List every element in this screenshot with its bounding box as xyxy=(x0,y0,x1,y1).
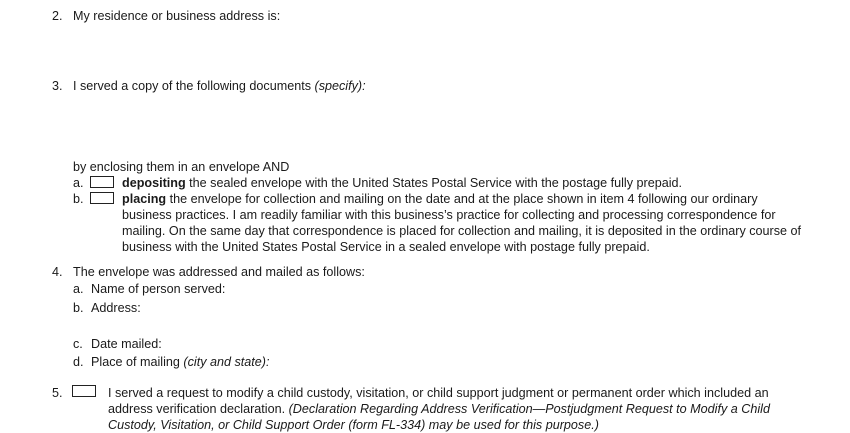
item-5-line-3 xyxy=(108,418,599,433)
item-4a-letter: a. xyxy=(73,282,84,296)
item-2-number: 2. xyxy=(52,9,63,23)
item-5-line-3-italic: Custody, Visitation, or Child Support Order (form FL-334) may be used for this purpose.) xyxy=(108,418,599,432)
option-b-line-1 xyxy=(122,192,758,207)
item-4c-label: Date mailed: xyxy=(91,337,162,351)
option-b-line-2: business practices. I am readily familiar with this business’s practice for collecting and processing correspondence for xyxy=(122,208,776,222)
option-b-line-4: business with the United States Postal Service in a sealed envelope with postage fully prepaid. xyxy=(122,240,650,254)
option-b-line-1-text: the envelope for collection and mailing on the date and at the place shown in item 4 following our ordinary xyxy=(166,192,758,206)
option-b-bold: placing xyxy=(122,192,167,206)
item-4b-label: Address: xyxy=(91,301,141,315)
item-5-number: 5. xyxy=(52,386,63,400)
item-3-specify: (specify): xyxy=(314,79,366,93)
item-4d-letter: d. xyxy=(73,355,84,369)
place-of-mailing-field[interactable] xyxy=(275,354,800,370)
residence-address-field[interactable] xyxy=(73,28,813,74)
option-a-bold: depositing xyxy=(122,176,186,190)
option-a-rest: the sealed envelope with the United States Postal Service with the postage fully prepaid. xyxy=(185,176,683,190)
documents-served-field[interactable] xyxy=(73,98,813,154)
option-a-checkbox[interactable] xyxy=(90,176,114,188)
name-of-person-served-field[interactable] xyxy=(240,281,800,297)
item-5-line-2 xyxy=(108,402,770,417)
item-5-line-1: I served a request to modify a child custody, visitation, or child support judgment or permanent order which included an xyxy=(108,386,769,400)
item-3-number: 3. xyxy=(52,79,63,93)
option-a-letter: a. xyxy=(73,176,84,190)
item-4-number: 4. xyxy=(52,265,63,279)
item-3-text: I served a copy of the following documents xyxy=(73,79,312,93)
item-4d-italic: (city and state): xyxy=(183,355,270,369)
option-b-line-3: mailing. On the same day that correspondence is placed for collection and mailing, it is deposited in the ordinary course of xyxy=(122,224,802,238)
item-4d-text: Place of mailing xyxy=(91,355,180,369)
item-2-label: My residence or business address is: xyxy=(73,9,281,23)
item-4d-label xyxy=(91,355,270,370)
option-b-checkbox[interactable] xyxy=(90,192,114,204)
item-4-label: The envelope was addressed and mailed as follows: xyxy=(73,265,365,279)
item-4c-letter: c. xyxy=(73,337,83,351)
item-4a-label: Name of person served: xyxy=(91,282,226,296)
item-4b-letter: b. xyxy=(73,301,84,315)
item-5-line-2-plain: address verification declaration. xyxy=(108,402,289,416)
item-5-line-2-italic: (Declaration Regarding Address Verification—Postjudgment Request to Modify a Child xyxy=(288,402,770,416)
option-b-letter: b. xyxy=(73,192,84,206)
address-field[interactable] xyxy=(150,300,800,330)
date-mailed-field[interactable] xyxy=(170,336,800,352)
item-5-checkbox[interactable] xyxy=(72,385,96,397)
enclosing-text: by enclosing them in an envelope AND xyxy=(73,160,290,174)
option-a-text xyxy=(122,176,682,191)
item-3-label xyxy=(73,79,366,94)
